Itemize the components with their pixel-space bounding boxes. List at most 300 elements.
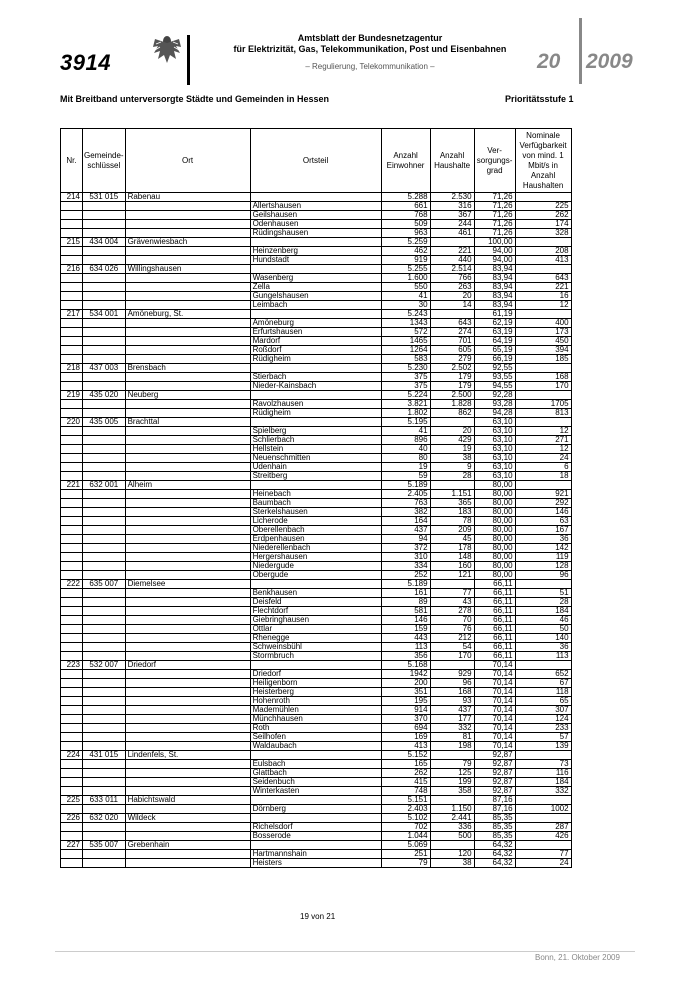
cell-grad: 80,00 xyxy=(474,499,515,508)
cell-haushalte: 766 xyxy=(430,274,474,283)
cell-nr xyxy=(61,544,83,553)
page-of: 19 von 21 xyxy=(300,912,336,921)
cell-ort xyxy=(125,337,250,346)
cell-haushalte: 437 xyxy=(430,706,474,715)
issue-year: 2009 xyxy=(586,50,633,73)
cell-ort xyxy=(125,283,250,292)
cell-grad: 83,94 xyxy=(474,274,515,283)
journal-title-line2: für Elektrizität, Gas, Telekommunikation, Post und Eisenbahnen xyxy=(233,44,507,54)
cell-ortsteil: Rhenegge xyxy=(250,634,381,643)
cell-verfuegbarkeit: 233 xyxy=(515,724,571,733)
cell-key xyxy=(83,616,126,625)
cell-grad: 66,11 xyxy=(474,580,515,589)
cell-verfuegbarkeit: 394 xyxy=(515,346,571,355)
cell-grad: 70,14 xyxy=(474,715,515,724)
footer-divider xyxy=(55,951,635,952)
cell-ort: Grävenwiesbach xyxy=(125,238,250,247)
cell-key xyxy=(83,715,126,724)
cell-haushalte: 461 xyxy=(430,229,474,238)
cell-haushalte: 429 xyxy=(430,436,474,445)
table-row xyxy=(61,841,572,850)
table-row xyxy=(61,499,572,508)
cell-einwohner: 5.288 xyxy=(381,193,430,202)
cell-key xyxy=(83,652,126,661)
cell-einwohner: 2.405 xyxy=(381,490,430,499)
cell-ortsteil: Heisterberg xyxy=(250,688,381,697)
cell-haushalte xyxy=(430,580,474,589)
cell-nr xyxy=(61,652,83,661)
table-row xyxy=(61,679,572,688)
cell-einwohner: 1.600 xyxy=(381,274,430,283)
cell-verfuegbarkeit: 12 xyxy=(515,301,571,310)
cell-haushalte: 160 xyxy=(430,562,474,571)
cell-grad: 85,35 xyxy=(474,814,515,823)
cell-grad: 70,14 xyxy=(474,679,515,688)
document-title: Mit Breitband unterversorgte Städte und Gemeinden in Hessen xyxy=(60,94,330,104)
cell-verfuegbarkeit: 328 xyxy=(515,229,571,238)
cell-haushalte: 221 xyxy=(430,247,474,256)
cell-nr xyxy=(61,526,83,535)
cell-einwohner: 5.230 xyxy=(381,364,430,373)
cell-einwohner: 963 xyxy=(381,229,430,238)
cell-verfuegbarkeit: 168 xyxy=(515,373,571,382)
cell-key xyxy=(83,400,126,409)
cell-ortsteil: Odenhausen xyxy=(250,220,381,229)
cell-key xyxy=(83,760,126,769)
cell-ortsteil: Spielberg xyxy=(250,427,381,436)
cell-haushalte: 2.514 xyxy=(430,265,474,274)
cell-grad: 93,28 xyxy=(474,400,515,409)
cell-haushalte: 198 xyxy=(430,742,474,751)
cell-grad: 64,32 xyxy=(474,850,515,859)
cell-grad: 92,87 xyxy=(474,769,515,778)
cell-haushalte: 179 xyxy=(430,373,474,382)
table-row xyxy=(61,391,572,400)
cell-key xyxy=(83,202,126,211)
cell-ortsteil: Neuenschmitten xyxy=(250,454,381,463)
table-row xyxy=(61,382,572,391)
cell-haushalte xyxy=(430,310,474,319)
cell-einwohner: 415 xyxy=(381,778,430,787)
cell-nr xyxy=(61,859,83,868)
cell-ort xyxy=(125,724,250,733)
cell-ortsteil: Amöneburg xyxy=(250,319,381,328)
cell-ort xyxy=(125,517,250,526)
cell-verfuegbarkeit: 119 xyxy=(515,553,571,562)
cell-key: 635 007 xyxy=(83,580,126,589)
cell-haushalte: 209 xyxy=(430,526,474,535)
cell-haushalte: 365 xyxy=(430,499,474,508)
cell-grad: 94,00 xyxy=(474,256,515,265)
cell-verfuegbarkeit: 67 xyxy=(515,679,571,688)
cell-haushalte: 38 xyxy=(430,454,474,463)
cell-verfuegbarkeit: 96 xyxy=(515,571,571,580)
cell-ort xyxy=(125,760,250,769)
table-row xyxy=(61,652,572,661)
cell-ort xyxy=(125,247,250,256)
table-row xyxy=(61,625,572,634)
cell-nr: 219 xyxy=(61,391,83,400)
cell-ortsteil xyxy=(250,661,381,670)
cell-key xyxy=(83,247,126,256)
cell-key: 535 007 xyxy=(83,841,126,850)
cell-verfuegbarkeit: 77 xyxy=(515,850,571,859)
cell-haushalte: 274 xyxy=(430,328,474,337)
table-row xyxy=(61,832,572,841)
cell-grad: 65,19 xyxy=(474,346,515,355)
cell-ortsteil: Roßdorf xyxy=(250,346,381,355)
cell-verfuegbarkeit: 184 xyxy=(515,607,571,616)
cell-einwohner: 462 xyxy=(381,247,430,256)
cell-grad: 80,00 xyxy=(474,562,515,571)
cell-verfuegbarkeit: 1705 xyxy=(515,400,571,409)
table-row xyxy=(61,526,572,535)
table-row xyxy=(61,346,572,355)
table-row xyxy=(61,454,572,463)
cell-nr: 218 xyxy=(61,364,83,373)
cell-nr xyxy=(61,346,83,355)
priority-level: Prioritätsstufe 1 xyxy=(505,94,574,104)
cell-verfuegbarkeit: 16 xyxy=(515,292,571,301)
cell-nr xyxy=(61,589,83,598)
cell-verfuegbarkeit xyxy=(515,418,571,427)
cell-ortsteil xyxy=(250,580,381,589)
cell-ortsteil: Oberellenbach xyxy=(250,526,381,535)
cell-ortsteil: Hergershausen xyxy=(250,553,381,562)
cell-ortsteil: Zella xyxy=(250,283,381,292)
cell-ortsteil: Rüdigheim xyxy=(250,409,381,418)
cell-nr xyxy=(61,517,83,526)
cell-haushalte: 28 xyxy=(430,472,474,481)
cell-grad: 92,87 xyxy=(474,778,515,787)
cell-ort xyxy=(125,733,250,742)
table-row xyxy=(61,670,572,679)
cell-nr xyxy=(61,373,83,382)
table-row xyxy=(61,337,572,346)
cell-ort xyxy=(125,220,250,229)
cell-key: 435 005 xyxy=(83,418,126,427)
table-row xyxy=(61,796,572,805)
cell-nr xyxy=(61,634,83,643)
cell-einwohner: 5.069 xyxy=(381,841,430,850)
table-row xyxy=(61,769,572,778)
cell-ortsteil: Erfurtshausen xyxy=(250,328,381,337)
cell-verfuegbarkeit xyxy=(515,814,571,823)
cell-haushalte: 19 xyxy=(430,445,474,454)
cell-einwohner: 161 xyxy=(381,589,430,598)
cell-verfuegbarkeit xyxy=(515,193,571,202)
cell-einwohner: 372 xyxy=(381,544,430,553)
cell-einwohner: 30 xyxy=(381,301,430,310)
cell-einwohner: 310 xyxy=(381,553,430,562)
cell-haushalte: 358 xyxy=(430,787,474,796)
cell-grad: 92,87 xyxy=(474,751,515,760)
cell-grad: 64,32 xyxy=(474,841,515,850)
cell-ort xyxy=(125,508,250,517)
table-row xyxy=(61,400,572,409)
cell-haushalte xyxy=(430,238,474,247)
cell-key xyxy=(83,436,126,445)
cell-einwohner: 5.189 xyxy=(381,580,430,589)
cell-nr xyxy=(61,598,83,607)
cell-ortsteil: Hartmannshain xyxy=(250,850,381,859)
cell-einwohner: 5.259 xyxy=(381,238,430,247)
cell-verfuegbarkeit: 450 xyxy=(515,337,571,346)
cell-verfuegbarkeit: 146 xyxy=(515,508,571,517)
cell-grad: 71,26 xyxy=(474,211,515,220)
cell-verfuegbarkeit: 287 xyxy=(515,823,571,832)
cell-nr xyxy=(61,823,83,832)
cell-einwohner: 581 xyxy=(381,607,430,616)
cell-ortsteil: Schlierbach xyxy=(250,436,381,445)
cell-verfuegbarkeit xyxy=(515,580,571,589)
cell-grad: 63,10 xyxy=(474,463,515,472)
cell-grad: 66,11 xyxy=(474,607,515,616)
cell-nr: 226 xyxy=(61,814,83,823)
cell-verfuegbarkeit: 24 xyxy=(515,454,571,463)
cell-key xyxy=(83,445,126,454)
cell-verfuegbarkeit: 28 xyxy=(515,598,571,607)
cell-ortsteil: Roth xyxy=(250,724,381,733)
table-row xyxy=(61,589,572,598)
table-row xyxy=(61,688,572,697)
cell-nr xyxy=(61,490,83,499)
cell-ortsteil: Rüdigheim xyxy=(250,355,381,364)
cell-einwohner: 550 xyxy=(381,283,430,292)
cell-key xyxy=(83,607,126,616)
cell-grad: 63,10 xyxy=(474,472,515,481)
cell-haushalte: 20 xyxy=(430,292,474,301)
cell-haushalte xyxy=(430,481,474,490)
cell-grad: 80,00 xyxy=(474,553,515,562)
cell-grad: 80,00 xyxy=(474,571,515,580)
cell-haushalte: 170 xyxy=(430,652,474,661)
cell-einwohner: 169 xyxy=(381,733,430,742)
cell-einwohner: 5.195 xyxy=(381,418,430,427)
cell-einwohner: 1465 xyxy=(381,337,430,346)
table-row xyxy=(61,481,572,490)
cell-verfuegbarkeit: 46 xyxy=(515,616,571,625)
cell-key xyxy=(83,490,126,499)
cell-grad: 80,00 xyxy=(474,517,515,526)
cell-ort xyxy=(125,706,250,715)
cell-haushalte: 212 xyxy=(430,634,474,643)
cell-haushalte: 121 xyxy=(430,571,474,580)
cell-grad: 71,26 xyxy=(474,193,515,202)
cell-haushalte xyxy=(430,418,474,427)
cell-nr xyxy=(61,256,83,265)
cell-nr xyxy=(61,715,83,724)
cell-einwohner: 1264 xyxy=(381,346,430,355)
table-row xyxy=(61,661,572,670)
cell-einwohner: 5.189 xyxy=(381,481,430,490)
cell-ortsteil: Bosserode xyxy=(250,832,381,841)
cell-einwohner: 59 xyxy=(381,472,430,481)
cell-ortsteil: Niedergude xyxy=(250,562,381,571)
cell-grad: 94,55 xyxy=(474,382,515,391)
cell-grad: 83,94 xyxy=(474,301,515,310)
cell-ort: Willingshausen xyxy=(125,265,250,274)
cell-nr xyxy=(61,742,83,751)
cell-ortsteil xyxy=(250,481,381,490)
cell-ort xyxy=(125,787,250,796)
table-row xyxy=(61,724,572,733)
cell-haushalte: 1.828 xyxy=(430,400,474,409)
cell-nr xyxy=(61,832,83,841)
table-row xyxy=(61,643,572,652)
cell-ort: Rabenau xyxy=(125,193,250,202)
cell-grad: 70,14 xyxy=(474,724,515,733)
cell-ortsteil: Giebringhausen xyxy=(250,616,381,625)
cell-key xyxy=(83,859,126,868)
table-row xyxy=(61,409,572,418)
cell-ortsteil: Richelsdorf xyxy=(250,823,381,832)
cell-grad: 63,19 xyxy=(474,328,515,337)
cell-grad: 85,35 xyxy=(474,832,515,841)
cell-haushalte: 929 xyxy=(430,670,474,679)
cell-ort xyxy=(125,202,250,211)
cell-verfuegbarkeit: 174 xyxy=(515,220,571,229)
cell-haushalte: 79 xyxy=(430,760,474,769)
cell-key xyxy=(83,688,126,697)
cell-ortsteil: Gungelshausen xyxy=(250,292,381,301)
cell-verfuegbarkeit: 170 xyxy=(515,382,571,391)
cell-verfuegbarkeit: 36 xyxy=(515,535,571,544)
cell-ortsteil: Mademühlen xyxy=(250,706,381,715)
cell-key xyxy=(83,454,126,463)
cell-verfuegbarkeit: 63 xyxy=(515,517,571,526)
cell-ort xyxy=(125,562,250,571)
cell-key: 634 026 xyxy=(83,265,126,274)
cell-verfuegbarkeit: 50 xyxy=(515,625,571,634)
cell-einwohner: 195 xyxy=(381,697,430,706)
cell-nr xyxy=(61,283,83,292)
cell-haushalte: 605 xyxy=(430,346,474,355)
issue-number: 20 xyxy=(537,50,561,73)
table-row xyxy=(61,733,572,742)
cell-ort xyxy=(125,616,250,625)
journal-title: Amtsblatt der Bundesnetzagentur xyxy=(297,33,443,43)
cell-einwohner: 41 xyxy=(381,427,430,436)
cell-key xyxy=(83,211,126,220)
cell-grad: 70,14 xyxy=(474,670,515,679)
header-divider-left xyxy=(187,35,190,85)
cell-verfuegbarkeit: 292 xyxy=(515,499,571,508)
cell-verfuegbarkeit: 167 xyxy=(515,526,571,535)
cell-key xyxy=(83,553,126,562)
cell-nr: 216 xyxy=(61,265,83,274)
cell-key xyxy=(83,463,126,472)
cell-key xyxy=(83,508,126,517)
cell-grad: 92,55 xyxy=(474,364,515,373)
cell-nr xyxy=(61,427,83,436)
cell-ort xyxy=(125,328,250,337)
table-row xyxy=(61,805,572,814)
cell-ort xyxy=(125,256,250,265)
cell-ort xyxy=(125,445,250,454)
cell-verfuegbarkeit xyxy=(515,238,571,247)
cell-ort xyxy=(125,823,250,832)
cell-haushalte: 54 xyxy=(430,643,474,652)
cell-verfuegbarkeit: 24 xyxy=(515,859,571,868)
cell-verfuegbarkeit: 173 xyxy=(515,328,571,337)
cell-nr xyxy=(61,211,83,220)
cell-grad: 83,94 xyxy=(474,283,515,292)
cell-einwohner: 413 xyxy=(381,742,430,751)
cell-key xyxy=(83,742,126,751)
cell-grad: 71,26 xyxy=(474,229,515,238)
cell-ortsteil: Ottlar xyxy=(250,625,381,634)
cell-nr xyxy=(61,616,83,625)
cell-verfuegbarkeit xyxy=(515,265,571,274)
cell-grad: 66,11 xyxy=(474,625,515,634)
cell-nr xyxy=(61,292,83,301)
table-row xyxy=(61,373,572,382)
cell-ortsteil: Baumbach xyxy=(250,499,381,508)
cell-einwohner: 200 xyxy=(381,679,430,688)
cell-ort: Brensbach xyxy=(125,364,250,373)
cell-grad: 66,11 xyxy=(474,598,515,607)
cell-ortsteil xyxy=(250,796,381,805)
cell-haushalte: 93 xyxy=(430,697,474,706)
cell-ortsteil: Rüdingshausen xyxy=(250,229,381,238)
cell-einwohner: 3.821 xyxy=(381,400,430,409)
cell-ortsteil: Leimbach xyxy=(250,301,381,310)
cell-grad: 93,55 xyxy=(474,373,515,382)
cell-nr: 225 xyxy=(61,796,83,805)
cell-verfuegbarkeit: 921 xyxy=(515,490,571,499)
cell-grad: 80,00 xyxy=(474,535,515,544)
cell-nr xyxy=(61,463,83,472)
cell-grad: 85,35 xyxy=(474,823,515,832)
cell-einwohner: 2.403 xyxy=(381,805,430,814)
cell-ortsteil: Ravolzhausen xyxy=(250,400,381,409)
cell-verfuegbarkeit: 652 xyxy=(515,670,571,679)
cell-haushalte: 643 xyxy=(430,319,474,328)
cell-nr xyxy=(61,247,83,256)
cell-grad: 83,94 xyxy=(474,292,515,301)
cell-ort xyxy=(125,319,250,328)
cell-key xyxy=(83,526,126,535)
cell-haushalte: 148 xyxy=(430,553,474,562)
cell-verfuegbarkeit xyxy=(515,796,571,805)
cell-haushalte: 279 xyxy=(430,355,474,364)
cell-key: 532 007 xyxy=(83,661,126,670)
cell-key xyxy=(83,355,126,364)
cell-key xyxy=(83,427,126,436)
cell-verfuegbarkeit: 139 xyxy=(515,742,571,751)
cell-verfuegbarkeit xyxy=(515,310,571,319)
cell-grad: 70,14 xyxy=(474,733,515,742)
cell-verfuegbarkeit: 12 xyxy=(515,445,571,454)
cell-key xyxy=(83,571,126,580)
cell-ort xyxy=(125,211,250,220)
cell-grad: 92,28 xyxy=(474,391,515,400)
cell-haushalte: 76 xyxy=(430,625,474,634)
table-row xyxy=(61,616,572,625)
cell-key xyxy=(83,670,126,679)
cell-verfuegbarkeit xyxy=(515,481,571,490)
cell-haushalte: 183 xyxy=(430,508,474,517)
cell-verfuegbarkeit: 57 xyxy=(515,733,571,742)
col-header-verfuegbarkeit: Nominale Verfügbarkeit von mind. 1 Mbit/s in Anzahl Haushalten xyxy=(515,129,571,193)
cell-nr xyxy=(61,607,83,616)
cell-verfuegbarkeit xyxy=(515,391,571,400)
cell-grad: 70,14 xyxy=(474,661,515,670)
cell-key xyxy=(83,697,126,706)
cell-verfuegbarkeit: 118 xyxy=(515,688,571,697)
cell-grad: 63,10 xyxy=(474,427,515,436)
